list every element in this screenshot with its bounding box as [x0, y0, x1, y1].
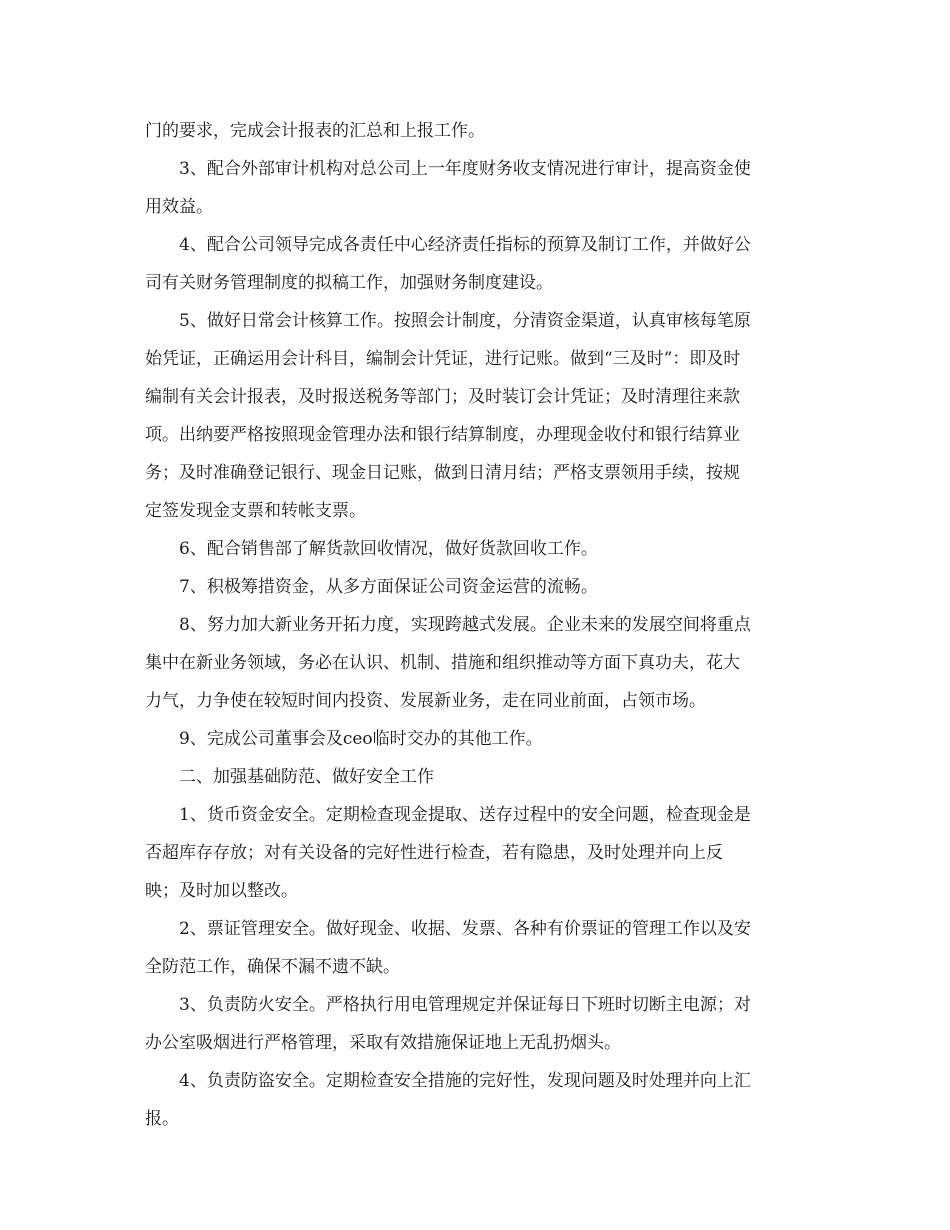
text-line: 5、做好日常会计核算工作。按照会计制度，分清资金渠道，认真审核每笔原 [179, 311, 751, 331]
text-line: 司有关财务管理制度的拟稿工作，加强财务制度建设。 [145, 273, 553, 293]
text-line: 3、负责防火安全。严格执行用电管理规定并保证每日下班时切断主电源；对 [179, 995, 751, 1015]
text-line: 编制有关会计报表，及时报送税务等部门；及时装订会计凭证；及时清理往来款 [145, 387, 740, 407]
text-line: 力气，力争使在较短时间内投资、发展新业务，走在同业前面，占领市场。 [145, 691, 706, 711]
text-line: 4、负责防盗安全。定期检查安全措施的完好性，发现问题及时处理并向上汇 [179, 1071, 751, 1091]
text-line: 否超库存存放；对有关设备的完好性进行检查，若有隐患，及时处理并向上反 [145, 843, 723, 863]
text-line: 1、货币资金安全。定期检查现金提取、送存过程中的安全问题，检查现金是 [179, 805, 751, 825]
text-line: 7、积极筹措资金，从多方面保证公司资金运营的流畅。 [179, 577, 598, 597]
text-line: 8、努力加大新业务开拓力度，实现跨越式发展。企业未来的发展空间将重点 [179, 615, 751, 635]
text-line: 办公室吸烟进行严格管理，采取有效措施保证地上无乱扔烟头。 [145, 1033, 621, 1053]
text-line: 3、配合外部审计机构对总公司上一年度财务收支情况进行审计，提高资金使 [179, 159, 751, 179]
text-line: 4、配合公司领导完成各责任中心经济责任指标的预算及制订工作，并做好公 [179, 235, 751, 255]
text-line: 务；及时准确登记银行、现金日记账，做到日清月结；严格支票领用手续，按规 [145, 463, 740, 483]
text-line: 映；及时加以整改。 [145, 881, 298, 901]
text-line: 项。出纳要严格按照现金管理办法和银行结算制度，办理现金收付和银行结算业 [145, 425, 740, 445]
section-heading: 二、加强基础防范、做好安全工作 [179, 767, 434, 787]
text-line: 定签发现金支票和转帐支票。 [145, 501, 366, 521]
text-line: 9、完成公司董事会及ceo临时交办的其他工作。 [179, 729, 543, 749]
text-line: 集中在新业务领域，务必在认识、机制、措施和组织推动等方面下真功夫，花大 [145, 653, 740, 673]
text-line: 报。 [145, 1109, 179, 1129]
text-line: 2、票证管理安全。做好现金、收据、发票、各种有价票证的管理工作以及安 [179, 919, 751, 939]
text-line: 门的要求，完成会计报表的汇总和上报工作。 [145, 121, 485, 141]
text-line: 全防范工作，确保不漏不遗不缺。 [145, 957, 400, 977]
text-line: 始凭证，正确运用会计科目，编制会计凭证，进行记账。做到“三及时”：即及时 [145, 349, 741, 369]
text-line: 用效益。 [145, 197, 213, 217]
text-line: 6、配合销售部了解货款回收情况，做好货款回收工作。 [179, 539, 598, 559]
